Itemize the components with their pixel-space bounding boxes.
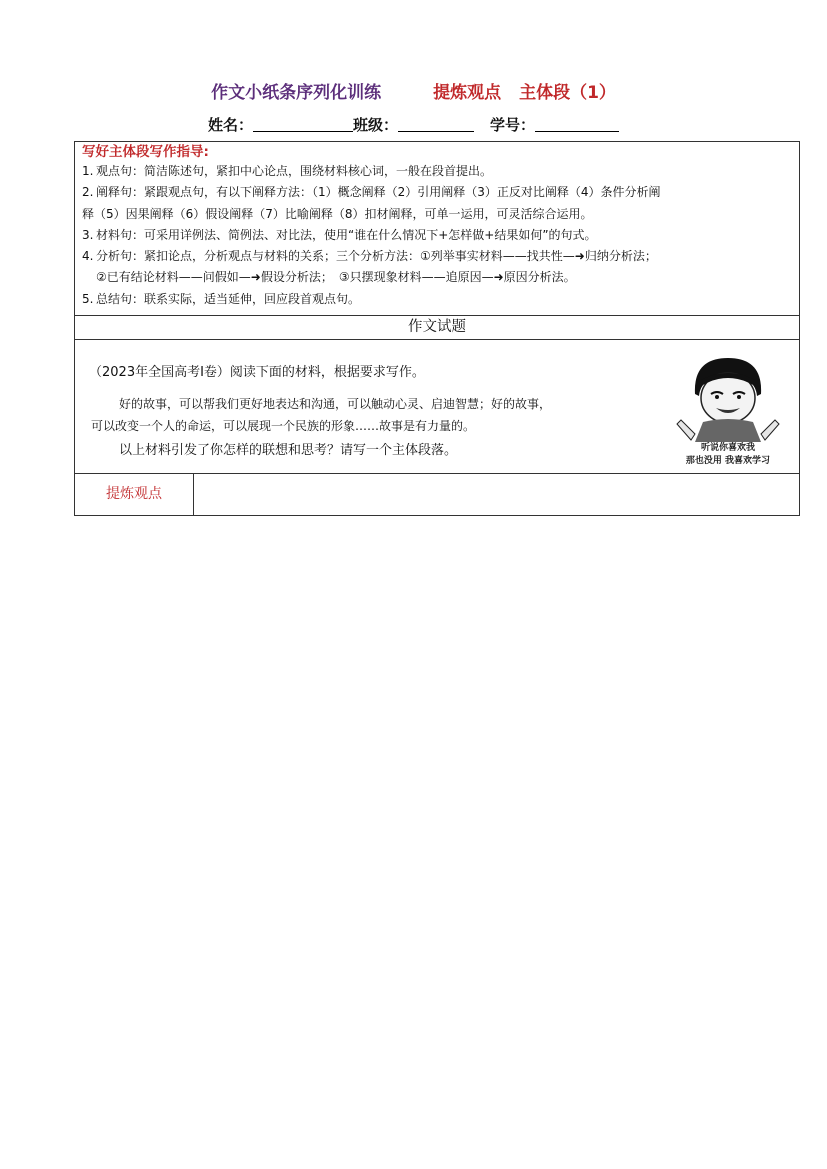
guide-item-2-cont: 释（5）因果阐释（6）假设阐释（7）比喻阐释（8）扣材阐释，可单一运用，可灵活综合运用。 [82,206,593,221]
guide-item-2: 2. 阐释句：紧跟观点句，有以下阐释方法：（1）概念阐释（2）引用阐释（3）正反对比阐释（4）条件分析阐 [82,185,661,200]
id-field[interactable] [535,117,619,132]
title-sub-1: 提炼观点 [433,83,502,103]
page-title [0,78,827,103]
guide-heading: 写好主体段写作指导: [82,144,209,160]
student-info-row [0,114,827,135]
section-title: 作文试题 [75,316,799,340]
name-label: 姓名： [207,116,253,134]
meme-face-icon [669,350,787,442]
class-label: 班级： [352,116,398,134]
title-sub-2: 主体段（1） [519,83,616,103]
sticker-caption-1: 听说你喜欢我 [700,443,755,453]
guide-item-4: 4. 分析句：紧扣论点，分析观点与材料的关系；三个分析方法：①列举事实材料——找共性—➜归纳分析法； [82,249,657,264]
guide-item-5: 5. 总结句：联系实际，适当延伸，回应段首观点句。 [82,291,361,306]
name-field[interactable] [253,117,353,132]
id-label: 学号： [490,116,536,134]
sticker-caption-2: 那也没用 我喜欢学习 [685,456,771,466]
topic-prompt: 以上材料引发了你怎样的联想和思考？请写一个主体段落。 [119,443,458,458]
guide-item-3: 3. 材料句：可采用详例法、简例法、对比法，使用“谁在什么情况下+怎样做+结果如何”的句式。 [82,227,597,242]
material-line-1: 好的故事，可以帮我们更好地表达和沟通，可以触动心灵、启迪智慧；好的故事， [119,397,552,411]
topic-source: （2023年全国高考Ⅰ卷）阅读下面的材料，根据要求写作。 [89,365,425,380]
material-line-2: 可以改变一个人的命运，可以展现一个民族的形象……故事是有力量的。 [91,419,476,433]
title-main: 作文小纸条序列化训练 [211,83,382,103]
viewpoint-label: 提炼观点 [75,474,194,515]
viewpoint-row [75,474,799,515]
viewpoint-answer-field[interactable] [194,474,799,515]
writing-guide [75,142,799,316]
class-field[interactable] [398,117,474,132]
essay-topic [75,340,799,474]
worksheet-table [74,141,800,516]
guide-item-1: 1. 观点句：简洁陈述句，紧扣中心论点，围绕材料核心词，一般在段首提出。 [82,164,493,178]
guide-item-4-cont: ②已有结论材料——问假如—➜假设分析法； ③只摆现象材料——追原因—➜原因分析法。 [96,270,576,285]
meme-sticker [669,350,787,468]
